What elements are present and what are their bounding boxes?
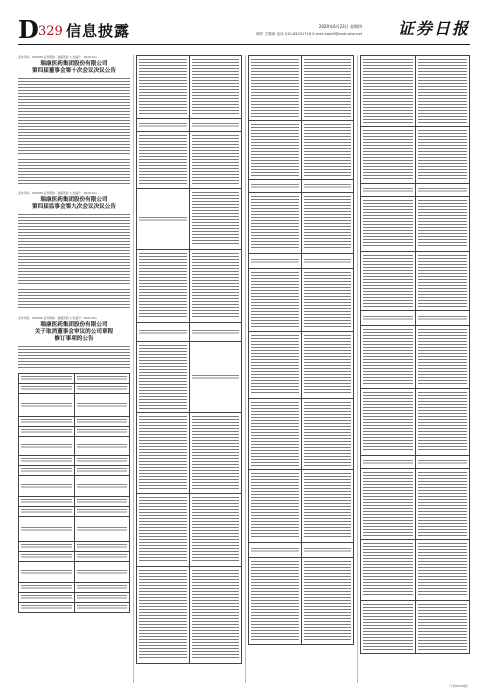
table-cell — [74, 374, 130, 384]
table-cell — [301, 56, 354, 121]
table-row — [137, 250, 242, 323]
table-cell — [415, 56, 470, 127]
table-row — [137, 119, 242, 132]
table-cell — [361, 252, 416, 311]
table-cell — [361, 601, 416, 654]
continuation-note: （下转D330版） — [446, 684, 470, 688]
table-cell — [19, 603, 75, 613]
table-row — [137, 323, 242, 342]
table-row — [361, 56, 470, 127]
table-cell — [137, 250, 190, 323]
table-row — [361, 326, 470, 389]
masthead — [18, 15, 470, 44]
column-3 — [248, 55, 354, 683]
table-cell — [301, 121, 354, 180]
table-row — [19, 603, 130, 613]
table-cell — [361, 326, 416, 389]
table-row — [19, 466, 130, 476]
table-cell — [137, 189, 190, 250]
table-cell — [74, 476, 130, 497]
table-cell — [19, 497, 75, 507]
notice-code-line: 证券代码：002589 证券简称：瑞康医药 公告编号：2020-0xx — [18, 55, 97, 59]
table-cell — [301, 332, 354, 399]
table-cell — [301, 399, 354, 470]
table-row — [361, 197, 470, 252]
page-number: 329 — [38, 24, 63, 39]
table-row — [19, 517, 130, 542]
table-row — [361, 601, 470, 654]
table-cell — [74, 517, 130, 542]
table-cell — [249, 399, 302, 470]
notice-title-line: 第四届董事会第十次会议决议公告 — [32, 68, 116, 74]
table-cell — [415, 197, 470, 252]
table-row — [19, 437, 130, 456]
column-2 — [136, 55, 242, 683]
table-cell — [301, 193, 354, 254]
column-divider — [133, 55, 134, 683]
notice-code-line: 证券代码：002589 证券简称：瑞康医药 公告编号：2020-0xx — [18, 316, 97, 320]
notice-title-line: 瑞康医药集团股份有限公司 — [40, 61, 108, 67]
table-cell — [361, 184, 416, 197]
notice-body-text — [18, 159, 130, 185]
table-cell — [137, 56, 190, 119]
table-row — [249, 56, 354, 121]
table-cell — [361, 469, 416, 540]
table-row — [361, 184, 470, 197]
amendment-table — [248, 55, 354, 645]
table-cell — [189, 119, 242, 132]
table-cell — [74, 456, 130, 466]
table-row — [249, 269, 354, 332]
table-row — [249, 193, 354, 254]
table-cell — [189, 189, 242, 250]
table-row — [19, 394, 130, 417]
table-row — [137, 56, 242, 119]
table-cell — [74, 552, 130, 562]
section-letter: D — [18, 15, 39, 44]
issue-date: 2020年6月23日 星期四 — [318, 24, 362, 29]
table-cell — [249, 558, 302, 645]
notice-title-line: 第四届监事会第九次会议决议公告 — [32, 204, 116, 210]
table-cell — [137, 494, 190, 567]
table-cell — [189, 342, 242, 413]
table-cell — [361, 127, 416, 184]
table-cell — [19, 476, 75, 497]
amendment-table — [136, 55, 242, 664]
notice-body-text — [18, 214, 130, 286]
table-cell — [249, 56, 302, 121]
table-cell — [415, 311, 470, 326]
table-row — [361, 252, 470, 311]
notice-articles-amendment — [18, 316, 130, 613]
table-cell — [19, 542, 75, 552]
table-cell — [19, 394, 75, 417]
table-row — [249, 254, 354, 269]
paper-logo: 证券日报 — [397, 19, 470, 38]
table-row — [19, 427, 130, 437]
table-row — [249, 399, 354, 470]
table-cell — [74, 507, 130, 517]
table-row — [19, 542, 130, 552]
table-cell — [189, 56, 242, 119]
table-row — [249, 121, 354, 180]
table-row — [19, 583, 130, 593]
table-cell — [249, 332, 302, 399]
notice-board-resolution — [18, 55, 130, 185]
notice-title — [18, 197, 130, 211]
table-cell — [189, 132, 242, 189]
table-cell — [19, 466, 75, 476]
table-row — [19, 374, 130, 384]
table-row — [249, 470, 354, 543]
editor-contact: 制作 王敬涛 电话 010-83251716 E-mail zqrb9@zqrb.sina.net — [256, 32, 362, 36]
table-cell — [74, 437, 130, 456]
notice-title-line: 修订事项的公告 — [54, 336, 94, 342]
table-row — [137, 413, 242, 494]
table-row — [19, 552, 130, 562]
table-cell — [415, 469, 470, 540]
column-divider — [357, 55, 358, 683]
table-cell — [19, 417, 75, 427]
table-row — [137, 494, 242, 567]
table-row — [361, 127, 470, 184]
table-cell — [19, 456, 75, 466]
amendment-table — [360, 55, 470, 654]
table-row — [361, 311, 470, 326]
table-cell — [301, 558, 354, 645]
table-cell — [74, 394, 130, 417]
table-cell — [74, 466, 130, 476]
table-cell — [249, 180, 302, 193]
column-4 — [360, 55, 470, 683]
table-row — [19, 456, 130, 466]
table-row — [19, 507, 130, 517]
table-row — [137, 567, 242, 664]
table-row — [249, 180, 354, 193]
table-cell — [301, 180, 354, 193]
table-row — [249, 543, 354, 558]
table-row — [361, 389, 470, 456]
table-row — [249, 558, 354, 645]
table-cell — [361, 197, 416, 252]
table-cell — [137, 323, 190, 342]
table-cell — [19, 384, 75, 394]
table-cell — [19, 593, 75, 603]
table-row — [361, 456, 470, 469]
table-cell — [137, 119, 190, 132]
table-cell — [137, 132, 190, 189]
table-cell — [74, 417, 130, 427]
table-cell — [301, 269, 354, 332]
amendment-table — [18, 373, 130, 613]
table-row — [19, 417, 130, 427]
table-cell — [361, 389, 416, 456]
table-cell — [19, 562, 75, 583]
table-row — [19, 384, 130, 394]
table-cell — [74, 427, 130, 437]
table-cell — [137, 342, 190, 413]
table-cell — [74, 497, 130, 507]
notice-body-text — [18, 78, 130, 156]
notice-title-line: 瑞康医药集团股份有限公司 — [40, 197, 108, 203]
table-cell — [415, 184, 470, 197]
table-cell — [361, 56, 416, 127]
table-cell — [361, 456, 416, 469]
table-cell — [415, 389, 470, 456]
table-cell — [249, 254, 302, 269]
table-cell — [74, 603, 130, 613]
table-row — [137, 342, 242, 413]
table-cell — [415, 540, 470, 601]
table-cell — [249, 470, 302, 543]
table-cell — [189, 494, 242, 567]
table-cell — [189, 250, 242, 323]
table-cell — [74, 583, 130, 593]
table-cell — [189, 413, 242, 494]
table-cell — [249, 193, 302, 254]
notice-title-line: 关于取消董事会审议的公司章程 — [34, 329, 114, 335]
table-cell — [189, 323, 242, 342]
table-cell — [19, 552, 75, 562]
table-cell — [361, 540, 416, 601]
table-cell — [415, 326, 470, 389]
table-cell — [19, 517, 75, 542]
table-cell — [249, 543, 302, 558]
table-cell — [189, 567, 242, 664]
table-cell — [137, 567, 190, 664]
notice-title-line: 瑞康医药集团股份有限公司 — [40, 322, 108, 328]
table-cell — [301, 470, 354, 543]
table-cell — [301, 543, 354, 558]
table-cell — [19, 437, 75, 456]
table-row — [19, 476, 130, 497]
table-cell — [19, 427, 75, 437]
table-cell — [415, 252, 470, 311]
notice-body-text — [18, 346, 130, 370]
table-cell — [74, 593, 130, 603]
column-1 — [18, 55, 130, 683]
table-cell — [137, 413, 190, 494]
section-title: 信息披露 — [66, 22, 131, 40]
table-cell — [415, 127, 470, 184]
table-cell — [19, 507, 75, 517]
table-row — [137, 132, 242, 189]
notice-supervisory-resolution — [18, 191, 130, 310]
table-cell — [19, 583, 75, 593]
table-row — [19, 593, 130, 603]
table-cell — [415, 456, 470, 469]
table-row — [19, 562, 130, 583]
masthead-rule — [18, 44, 470, 45]
column-divider — [245, 55, 246, 683]
table-cell — [74, 384, 130, 394]
notice-title — [18, 322, 130, 343]
table-cell — [74, 542, 130, 552]
table-row — [249, 332, 354, 399]
table-row — [361, 540, 470, 601]
table-cell — [249, 269, 302, 332]
notice-body-text — [18, 289, 130, 310]
table-cell — [415, 601, 470, 654]
table-row — [361, 469, 470, 540]
table-cell — [301, 254, 354, 269]
table-row — [19, 497, 130, 507]
table-row — [137, 189, 242, 250]
table-cell — [361, 311, 416, 326]
table-cell — [19, 374, 75, 384]
table-cell — [249, 121, 302, 180]
notice-code-line: 证券代码：002589 证券简称：瑞康医药 公告编号：2020-0xx — [18, 191, 97, 195]
table-cell — [74, 562, 130, 583]
notice-title — [18, 61, 130, 75]
